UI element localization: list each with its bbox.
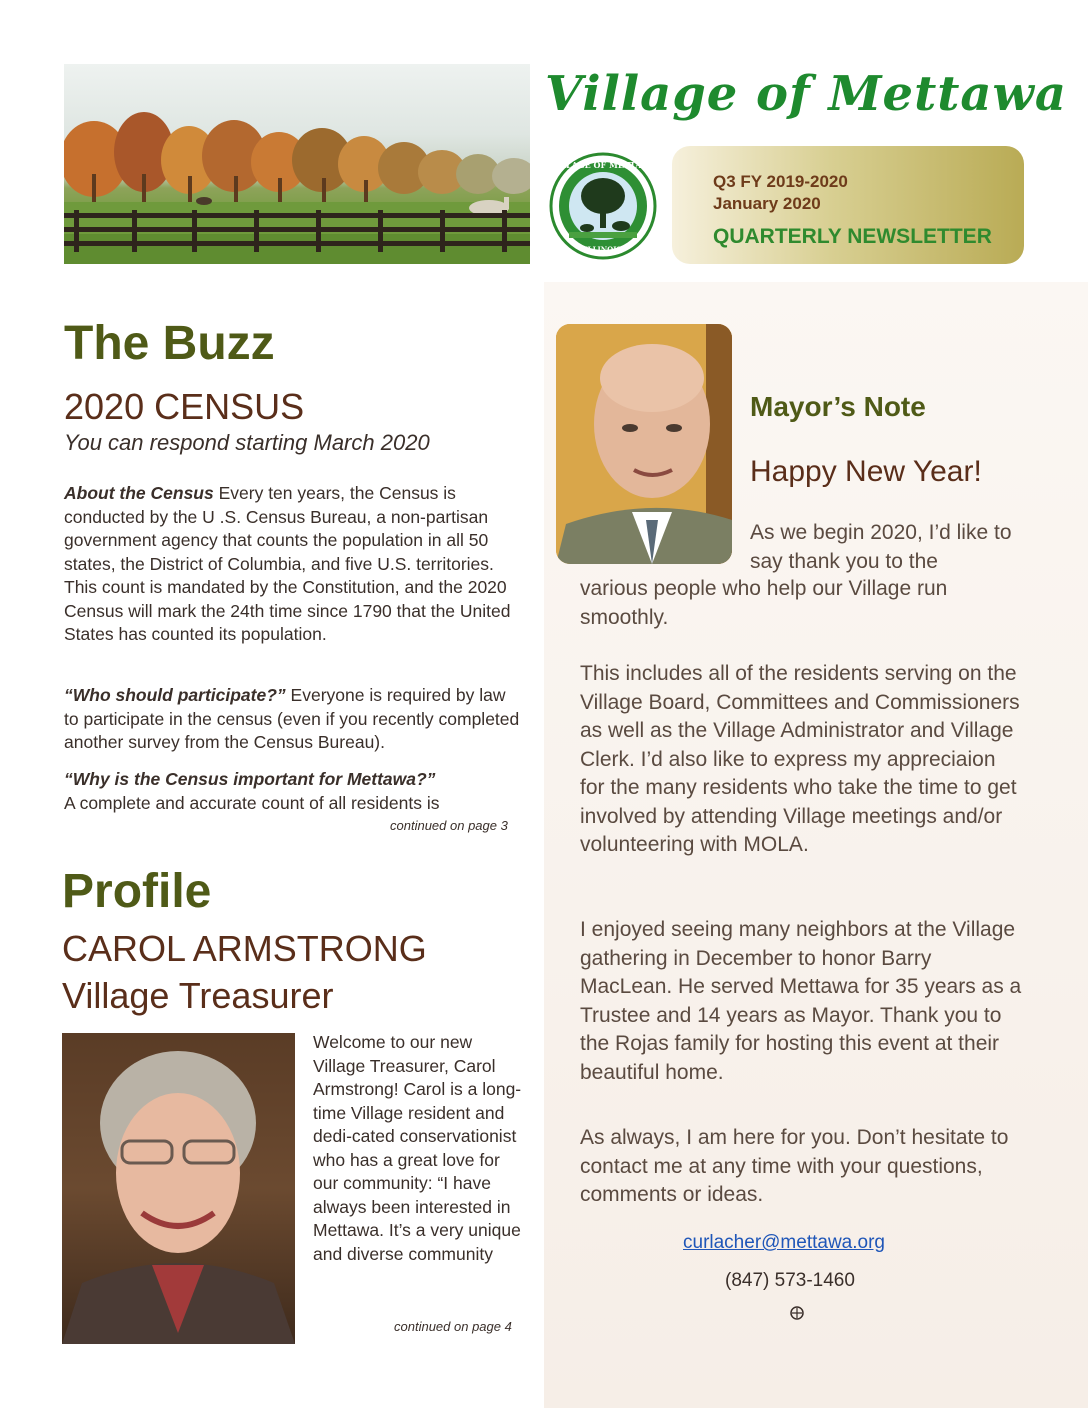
mayor-paragraph-2: This includes all of the residents serving on the Village Board, Committees and Commissioners as well as the Village Administrator and Village Clerk. I’d also like to express my appreciaion for the many residents who take the time to get involved by attending Village meetings and/or volunteering with MOLA. (580, 662, 1020, 856)
newsletter-type: QUARTERLY NEWSLETTER (713, 225, 992, 248)
mayor-paragraph-4: As always, I am here for you. Don’t hesitate to contact me at any time with your questions, comments or ideas. (580, 1126, 1009, 1206)
profile-role: Village Treasurer (62, 975, 334, 1016)
carol-portrait-illustration (62, 1033, 295, 1344)
census-paragraph-who-text: Everyone is required by law to participate in the census (even if you recently completed another survey from the Census Bureau). (64, 685, 520, 752)
seal-top-text: VILLAGE OF METTAWA (550, 160, 656, 170)
mayor-greeting: Happy New Year! (750, 455, 982, 488)
census-continued-note: continued on page 3 (390, 818, 508, 833)
census-paragraph-why (64, 768, 524, 815)
farm-landscape-photo (64, 64, 530, 264)
village-seal-logo (541, 148, 665, 266)
farm-landscape-illustration (64, 64, 530, 264)
mayor-portrait-illustration (556, 324, 732, 564)
issue-date: January 2020 (713, 194, 821, 213)
masthead-title: Village of Mettawa (545, 66, 1067, 122)
seal-bottom-text: ILLINOIS (584, 245, 622, 254)
census-paragraph-who-lead: “Who should participate?” (64, 685, 286, 705)
profile-continued-note: continued on page 4 (394, 1319, 512, 1334)
mayor-heading: Mayor’s Note (750, 391, 926, 422)
mayor-phone: (847) 573-1460 (725, 1270, 855, 1291)
census-paragraph-why-text: A complete and accurate count of all residents is (64, 792, 440, 813)
census-paragraph-about-text: Every ten years, the Census is conducted by the U .S. Census Bureau, a non-partisan government agency that counts the population in all 50 states, the District of Columbia, and five U.S. territories. This count is mandated by the Constitution, and the 2020 Census will mark the 24th time since 1790 that the United States has counted its population. (64, 483, 511, 644)
mayor-paragraph-3: I enjoyed seeing many neighbors at the Village gathering in December to honor Barry MacLean. He served Mettawa for 35 years as a Trustee and 14 years as Mayor. Thank you to the Rojas family for hosting this event at their beautiful home. (580, 918, 1022, 1084)
buzz-heading: The Buzz (64, 317, 275, 370)
carol-armstrong-portrait (62, 1033, 295, 1344)
mayor-paragraph-1: various people who help our Village run smoothly. (580, 577, 948, 629)
profile-heading: Profile (62, 865, 212, 918)
census-title: 2020 CENSUS (64, 386, 305, 427)
census-subtitle: You can respond starting March 2020 (64, 430, 430, 455)
mayor-email-link[interactable]: curlacher@mettawa.org (683, 1232, 885, 1253)
mayor-portrait (556, 324, 732, 564)
issue-period: Q3 FY 2019-2020 (713, 172, 848, 191)
census-paragraph-who (64, 684, 524, 755)
profile-name: CAROL ARMSTRONG (62, 928, 427, 969)
census-paragraph-why-lead: “Why is the Census important for Mettawa?” (64, 769, 436, 789)
ornament-icon (789, 1305, 805, 1321)
mayor-intro-text: As we begin 2020, I’d like to say thank you to the (750, 521, 1012, 573)
census-paragraph-about-lead: About the Census (64, 483, 214, 503)
census-paragraph-about (64, 482, 524, 647)
profile-text: Welcome to our new Village Treasurer, Carol Armstrong! Carol is a long-time Village resident and dedi-cated conservationist who has a great love for our community: “I have always been interested in Mettawa. It’s a very unique and diverse community (313, 1032, 522, 1264)
